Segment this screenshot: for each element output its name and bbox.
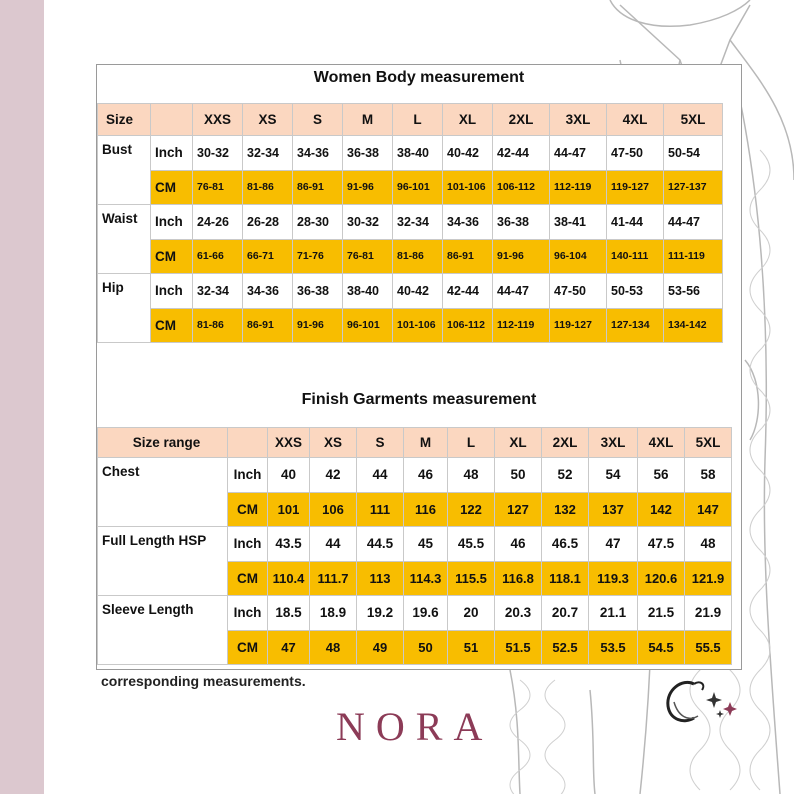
size-header-xxs: XXS [268, 428, 310, 458]
size-header-xl: XL [443, 104, 493, 136]
cm-value-cell: 96-104 [550, 239, 607, 274]
cm-value-cell: 116 [404, 492, 448, 527]
body-measurement-table [97, 103, 794, 343]
cm-value-cell: 101-106 [443, 170, 493, 205]
inch-value-cell: 42-44 [493, 136, 550, 171]
cm-value-cell: 111 [357, 492, 404, 527]
cm-value-cell: 101-106 [393, 308, 443, 343]
cm-value-cell: 140-111 [607, 239, 664, 274]
inch-value-cell: 18.9 [310, 596, 357, 631]
size-header-2xl: 2XL [542, 428, 589, 458]
inch-value-cell: 50-53 [607, 274, 664, 309]
cm-value-cell: 48 [310, 630, 357, 665]
inch-value-cell: 40-42 [393, 274, 443, 309]
cm-value-cell: 81-86 [393, 239, 443, 274]
inch-value-cell: 52 [542, 458, 589, 493]
cm-value-cell: 55.5 [685, 630, 732, 665]
size-header-l: L [448, 428, 495, 458]
inch-value-cell: 45.5 [448, 527, 495, 562]
cm-value-cell: 119-127 [550, 308, 607, 343]
cm-value-cell: 111.7 [310, 561, 357, 596]
inch-value-cell: 34-36 [293, 136, 343, 171]
body-table-title: Women Body measurement [313, 69, 525, 86]
row-name-sleeve-length: Sleeve Length [98, 596, 228, 665]
inch-value-cell: 32-34 [243, 136, 293, 171]
inch-value-cell: 47-50 [607, 136, 664, 171]
inch-value-cell: 18.5 [268, 596, 310, 631]
header-empty-cell [228, 428, 268, 458]
inch-value-cell: 44-47 [493, 274, 550, 309]
cm-value-cell: 86-91 [293, 170, 343, 205]
inch-value-cell: 42 [310, 458, 357, 493]
inch-value-cell: 46.5 [542, 527, 589, 562]
size-header-l: L [393, 104, 443, 136]
size-header-3xl: 3XL [589, 428, 638, 458]
inch-value-cell: 50-54 [664, 136, 723, 171]
size-header-m: M [343, 104, 393, 136]
inch-value-cell: 30-32 [343, 205, 393, 240]
inch-value-cell: 20.7 [542, 596, 589, 631]
cm-value-cell: 101 [268, 492, 310, 527]
inch-value-cell: 42-44 [443, 274, 493, 309]
size-header-3xl: 3XL [550, 104, 607, 136]
inch-value-cell: 40 [268, 458, 310, 493]
size-header-4xl: 4XL [607, 104, 664, 136]
cm-value-cell: 91-96 [293, 308, 343, 343]
inch-value-cell: 44 [357, 458, 404, 493]
cm-value-cell: 112-119 [493, 308, 550, 343]
inch-value-cell: 56 [638, 458, 685, 493]
unit-label-cm: CM [151, 239, 193, 274]
cm-value-cell: 91-96 [343, 170, 393, 205]
size-header-5xl: 5XL [664, 104, 723, 136]
cm-value-cell: 81-86 [193, 308, 243, 343]
cm-value-cell: 51.5 [495, 630, 542, 665]
unit-label-cm: CM [228, 561, 268, 596]
script-c-logo-icon [654, 672, 750, 732]
cm-value-cell: 52.5 [542, 630, 589, 665]
inch-value-cell: 54 [589, 458, 638, 493]
cm-value-cell: 86-91 [443, 239, 493, 274]
cm-value-cell: 61-66 [193, 239, 243, 274]
cm-value-cell: 106-112 [493, 170, 550, 205]
inch-value-cell: 26-28 [243, 205, 293, 240]
inch-value-cell: 45 [404, 527, 448, 562]
inch-value-cell: 19.2 [357, 596, 404, 631]
cm-value-cell: 106-112 [443, 308, 493, 343]
cm-value-cell: 96-101 [343, 308, 393, 343]
unit-label-inch: Inch [151, 205, 193, 240]
inch-value-cell: 21.1 [589, 596, 638, 631]
inch-value-cell: 47 [589, 527, 638, 562]
brand-name: NORA [336, 704, 494, 749]
unit-label-cm: CM [228, 492, 268, 527]
size-header-label: Size range [98, 428, 228, 458]
inch-value-cell: 43.5 [268, 527, 310, 562]
cm-value-cell: 71-76 [293, 239, 343, 274]
cm-value-cell: 127-134 [607, 308, 664, 343]
cm-value-cell: 132 [542, 492, 589, 527]
cm-value-cell: 106 [310, 492, 357, 527]
unit-label-inch: Inch [228, 458, 268, 493]
cm-value-cell: 147 [685, 492, 732, 527]
size-header-xs: XS [310, 428, 357, 458]
cm-value-cell: 111-119 [664, 239, 723, 274]
unit-label-inch: Inch [228, 527, 268, 562]
size-header-xxs: XXS [193, 104, 243, 136]
unit-label-inch: Inch [151, 274, 193, 309]
unit-label-cm: CM [228, 630, 268, 665]
cm-value-cell: 49 [357, 630, 404, 665]
cm-value-cell: 86-91 [243, 308, 293, 343]
cm-value-cell: 51 [448, 630, 495, 665]
unit-label-inch: Inch [228, 596, 268, 631]
inch-value-cell: 38-40 [393, 136, 443, 171]
cm-value-cell: 119.3 [589, 561, 638, 596]
cm-value-cell: 121.9 [685, 561, 732, 596]
unit-label-cm: CM [151, 308, 193, 343]
unit-label-inch: Inch [151, 136, 193, 171]
cm-value-cell: 134-142 [664, 308, 723, 343]
cm-value-cell: 50 [404, 630, 448, 665]
cm-value-cell: 115.5 [448, 561, 495, 596]
size-header-m: M [404, 428, 448, 458]
row-name-full-length-hsp: Full Length HSP [98, 527, 228, 596]
size-header-label: Size [98, 104, 151, 136]
cm-value-cell: 137 [589, 492, 638, 527]
header-empty-cell [151, 104, 193, 136]
cm-value-cell: 110.4 [268, 561, 310, 596]
inch-value-cell: 36-38 [293, 274, 343, 309]
cm-value-cell: 116.8 [495, 561, 542, 596]
cm-value-cell: 142 [638, 492, 685, 527]
row-name-chest: Chest [98, 458, 228, 527]
size-header-2xl: 2XL [493, 104, 550, 136]
cm-value-cell: 112-119 [550, 170, 607, 205]
inch-value-cell: 20 [448, 596, 495, 631]
inch-value-cell: 44-47 [664, 205, 723, 240]
size-header-s: S [357, 428, 404, 458]
inch-value-cell: 44 [310, 527, 357, 562]
inch-value-cell: 32-34 [193, 274, 243, 309]
cm-value-cell: 76-81 [343, 239, 393, 274]
inch-value-cell: 48 [685, 527, 732, 562]
cm-value-cell: 81-86 [243, 170, 293, 205]
cm-value-cell: 53.5 [589, 630, 638, 665]
inch-value-cell: 24-26 [193, 205, 243, 240]
inch-value-cell: 41-44 [607, 205, 664, 240]
cm-value-cell: 114.3 [404, 561, 448, 596]
unit-label-cm: CM [151, 170, 193, 205]
size-header-4xl: 4XL [638, 428, 685, 458]
size-header-xl: XL [495, 428, 542, 458]
inch-value-cell: 34-36 [243, 274, 293, 309]
cm-value-cell: 113 [357, 561, 404, 596]
decorative-side-band [0, 0, 44, 794]
inch-value-cell: 47.5 [638, 527, 685, 562]
inch-value-cell: 50 [495, 458, 542, 493]
inch-value-cell: 28-30 [293, 205, 343, 240]
inch-value-cell: 32-34 [393, 205, 443, 240]
cm-value-cell: 127-137 [664, 170, 723, 205]
inch-value-cell: 21.9 [685, 596, 732, 631]
inch-value-cell: 36-38 [343, 136, 393, 171]
size-header-xs: XS [243, 104, 293, 136]
inch-value-cell: 34-36 [443, 205, 493, 240]
inch-value-cell: 30-32 [193, 136, 243, 171]
cm-value-cell: 96-101 [393, 170, 443, 205]
inch-value-cell: 46 [495, 527, 542, 562]
inch-value-cell: 53-56 [664, 274, 723, 309]
inch-value-cell: 47-50 [550, 274, 607, 309]
size-chart-sheet [96, 64, 742, 670]
inch-value-cell: 21.5 [638, 596, 685, 631]
cm-value-cell: 119-127 [607, 170, 664, 205]
garment-measurement-table [97, 427, 784, 665]
inch-value-cell: 20.3 [495, 596, 542, 631]
inch-value-cell: 58 [685, 458, 732, 493]
cm-value-cell: 66-71 [243, 239, 293, 274]
cm-value-cell: 47 [268, 630, 310, 665]
cm-value-cell: 122 [448, 492, 495, 527]
inch-value-cell: 48 [448, 458, 495, 493]
inch-value-cell: 36-38 [493, 205, 550, 240]
cm-value-cell: 118.1 [542, 561, 589, 596]
row-name-waist: Waist [98, 205, 151, 274]
cm-value-cell: 120.6 [638, 561, 685, 596]
inch-value-cell: 40-42 [443, 136, 493, 171]
size-header-s: S [293, 104, 343, 136]
inch-value-cell: 44.5 [357, 527, 404, 562]
cm-value-cell: 91-96 [493, 239, 550, 274]
row-name-hip: Hip [98, 274, 151, 343]
size-header-5xl: 5XL [685, 428, 732, 458]
inch-value-cell: 38-41 [550, 205, 607, 240]
inch-value-cell: 38-40 [343, 274, 393, 309]
inch-value-cell: 46 [404, 458, 448, 493]
inch-value-cell: 19.6 [404, 596, 448, 631]
row-name-bust: Bust [98, 136, 151, 205]
garment-table-title: Finish Garments measurement [301, 391, 537, 408]
footnote-text: corresponding measurements. [101, 673, 306, 689]
cm-value-cell: 76-81 [193, 170, 243, 205]
inch-value-cell: 44-47 [550, 136, 607, 171]
cm-value-cell: 127 [495, 492, 542, 527]
cm-value-cell: 54.5 [638, 630, 685, 665]
